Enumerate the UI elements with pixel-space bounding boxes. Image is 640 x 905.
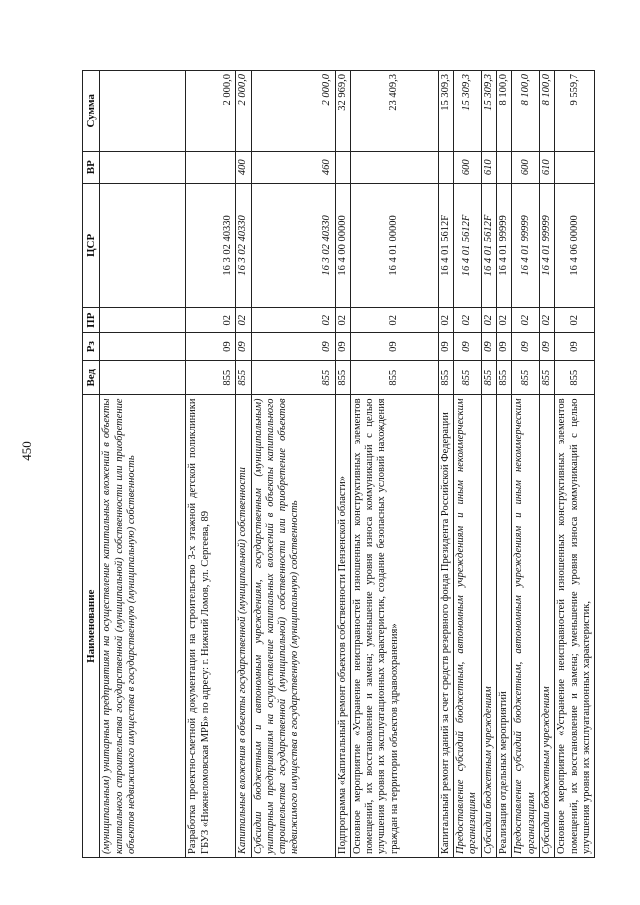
table-row <box>539 71 554 858</box>
table-row <box>335 71 350 858</box>
row-rz <box>100 333 186 361</box>
row-rz: 09 <box>350 333 438 361</box>
row-pr: 02 <box>454 308 482 333</box>
row-ved: 855 <box>186 360 236 395</box>
row-name: Субсидии бюджетным учреждениям <box>481 395 496 858</box>
row-csr: 16 4 00 00000 <box>335 183 350 307</box>
header-name: Наименование <box>83 395 100 858</box>
row-name: Капитальные вложения в объекты государственной (муниципальной) собственности <box>236 395 251 858</box>
row-sum: 2 000,0 <box>186 71 236 152</box>
row-csr: 16 4 01 99999 <box>539 183 554 307</box>
row-rz: 09 <box>335 333 350 361</box>
row-ved: 855 <box>512 360 540 395</box>
row-ved: 855 <box>236 360 251 395</box>
row-csr <box>100 183 186 307</box>
row-rz: 09 <box>555 333 595 361</box>
row-ved: 855 <box>555 360 595 395</box>
row-ved: 855 <box>497 360 512 395</box>
row-csr: 16 4 01 5612F <box>454 183 482 307</box>
row-csr: 16 4 06 00000 <box>555 183 595 307</box>
row-rz: 09 <box>251 333 335 361</box>
row-rz: 09 <box>438 333 453 361</box>
row-sum: 15 309,3 <box>438 71 453 152</box>
row-sum: 15 309,3 <box>454 71 482 152</box>
row-rz: 09 <box>497 333 512 361</box>
row-vr: 610 <box>539 151 554 183</box>
row-vr <box>555 151 595 183</box>
row-pr: 02 <box>555 308 595 333</box>
row-pr: 02 <box>539 308 554 333</box>
table-row <box>438 71 453 858</box>
row-name: Субсидии бюджетным и автономным учреждениям, государственным (муниципальным) унитарным предприятиям на осуществление капитальных вложений в объекты капитального строительства государственной (муниципальной) собственности или приобретение объектов недвижимого имущества в государственную (муниципальную) собственность <box>251 395 335 858</box>
row-csr: 16 3 02 40330 <box>236 183 251 307</box>
table-row <box>350 71 438 858</box>
table-row <box>454 71 482 858</box>
row-vr: 610 <box>481 151 496 183</box>
row-ved: 855 <box>335 360 350 395</box>
row-vr <box>438 151 453 183</box>
budget-table-container <box>82 70 637 858</box>
row-rz: 09 <box>512 333 540 361</box>
row-name: Субсидии бюджетным учреждениям <box>539 395 554 858</box>
row-csr: 16 3 02 40330 <box>251 183 335 307</box>
row-name: Разработка проектно-сметной документации на строительство 3-х этажной детской поликлиники ГБУЗ «Нижнеломовская МРБ» по адресу: г. Нижний Ломов, ул. Сергеева, 89 <box>186 395 236 858</box>
table-row <box>236 71 251 858</box>
row-pr: 02 <box>335 308 350 333</box>
row-vr <box>497 151 512 183</box>
row-name: Основное мероприятие «Устранение неисправностей изношенных конструктивных элементов помещений, их восстановление и замена; уменьшение уровня износа коммуникаций с целью улучшения уровня их эксплуатационных характеристик, создание безопасных условий нахождения граждан на территории объектов здравоохранения» <box>350 395 438 858</box>
table-row <box>481 71 496 858</box>
table-header-row <box>83 71 100 858</box>
row-ved: 855 <box>350 360 438 395</box>
row-rz: 09 <box>539 333 554 361</box>
row-sum: 8 100,0 <box>512 71 540 152</box>
table-row <box>100 71 186 858</box>
header-ved: Вед <box>83 360 100 395</box>
header-pr: ПР <box>83 308 100 333</box>
row-vr: 600 <box>512 151 540 183</box>
row-ved: 855 <box>251 360 335 395</box>
row-pr: 02 <box>236 308 251 333</box>
row-csr: 16 3 02 40330 <box>186 183 236 307</box>
header-rz: Рз <box>83 333 100 361</box>
row-sum: 8 100,0 <box>539 71 554 152</box>
row-name: Реализация отдельных мероприятий <box>497 395 512 858</box>
row-pr: 02 <box>350 308 438 333</box>
row-rz: 09 <box>454 333 482 361</box>
page-number: 450 <box>19 441 34 461</box>
row-name: Основное мероприятие «Устранение неисправностей изношенных конструктивных элементов помещений, их восстановление и замена; уменьшение уровня износа коммуникаций с целью улучшения уровня их эксплуатационных характеристик, <box>555 395 595 858</box>
row-sum: 2 000,0 <box>251 71 335 152</box>
row-sum: 15 309,3 <box>481 71 496 152</box>
row-vr: 460 <box>251 151 335 183</box>
table-row <box>555 71 595 858</box>
table-row <box>186 71 236 858</box>
row-pr: 02 <box>438 308 453 333</box>
row-name: Подпрограмма «Капитальный ремонт объектов собственности Пензенской области» <box>335 395 350 858</box>
row-name: Предоставление субсидий бюджетным, автономным учреждениям и иным некоммерческим организациям <box>454 395 482 858</box>
row-sum: 8 100,0 <box>497 71 512 152</box>
row-vr: 400 <box>236 151 251 183</box>
row-ved: 855 <box>481 360 496 395</box>
header-csr: ЦСР <box>83 183 100 307</box>
row-sum: 2 000,0 <box>236 71 251 152</box>
row-vr <box>350 151 438 183</box>
row-ved <box>100 360 186 395</box>
row-vr: 600 <box>454 151 482 183</box>
row-vr <box>335 151 350 183</box>
row-csr: 16 4 01 99999 <box>512 183 540 307</box>
row-sum: 23 409,3 <box>350 71 438 152</box>
table-row <box>251 71 335 858</box>
row-sum <box>100 71 186 152</box>
row-name: Капитальный ремонт зданий за счет средств резервного фонда Президента Российской Федерации <box>438 395 453 858</box>
row-pr: 02 <box>497 308 512 333</box>
row-vr <box>100 151 186 183</box>
header-sum: Сумма <box>83 71 100 152</box>
row-rz: 09 <box>186 333 236 361</box>
row-sum: 9 559,7 <box>555 71 595 152</box>
row-pr: 02 <box>512 308 540 333</box>
row-vr <box>186 151 236 183</box>
row-pr: 02 <box>481 308 496 333</box>
row-name: Предоставление субсидий бюджетным, автономным учреждениям и иным некоммерческим организациям <box>512 395 540 858</box>
row-csr: 16 4 01 5612F <box>438 183 453 307</box>
table-row <box>512 71 540 858</box>
row-pr <box>100 308 186 333</box>
budget-table <box>82 70 595 858</box>
row-rz: 09 <box>236 333 251 361</box>
row-rz: 09 <box>481 333 496 361</box>
row-pr: 02 <box>251 308 335 333</box>
row-csr: 16 4 01 99999 <box>497 183 512 307</box>
row-ved: 855 <box>539 360 554 395</box>
table-row <box>497 71 512 858</box>
row-ved: 855 <box>438 360 453 395</box>
row-name: (муниципальным) унитарным предприятиям на осуществление капитальных вложений в объекты капитального строительства государственной (муниципальной) собственности или приобретение объектов недвижимого имущества в государственную (муниципальную) собственность <box>100 395 186 858</box>
row-csr: 16 4 01 5612F <box>481 183 496 307</box>
row-pr: 02 <box>186 308 236 333</box>
row-ved: 855 <box>454 360 482 395</box>
header-vr: ВР <box>83 151 100 183</box>
row-sum: 32 969,0 <box>335 71 350 152</box>
row-csr: 16 4 01 00000 <box>350 183 438 307</box>
